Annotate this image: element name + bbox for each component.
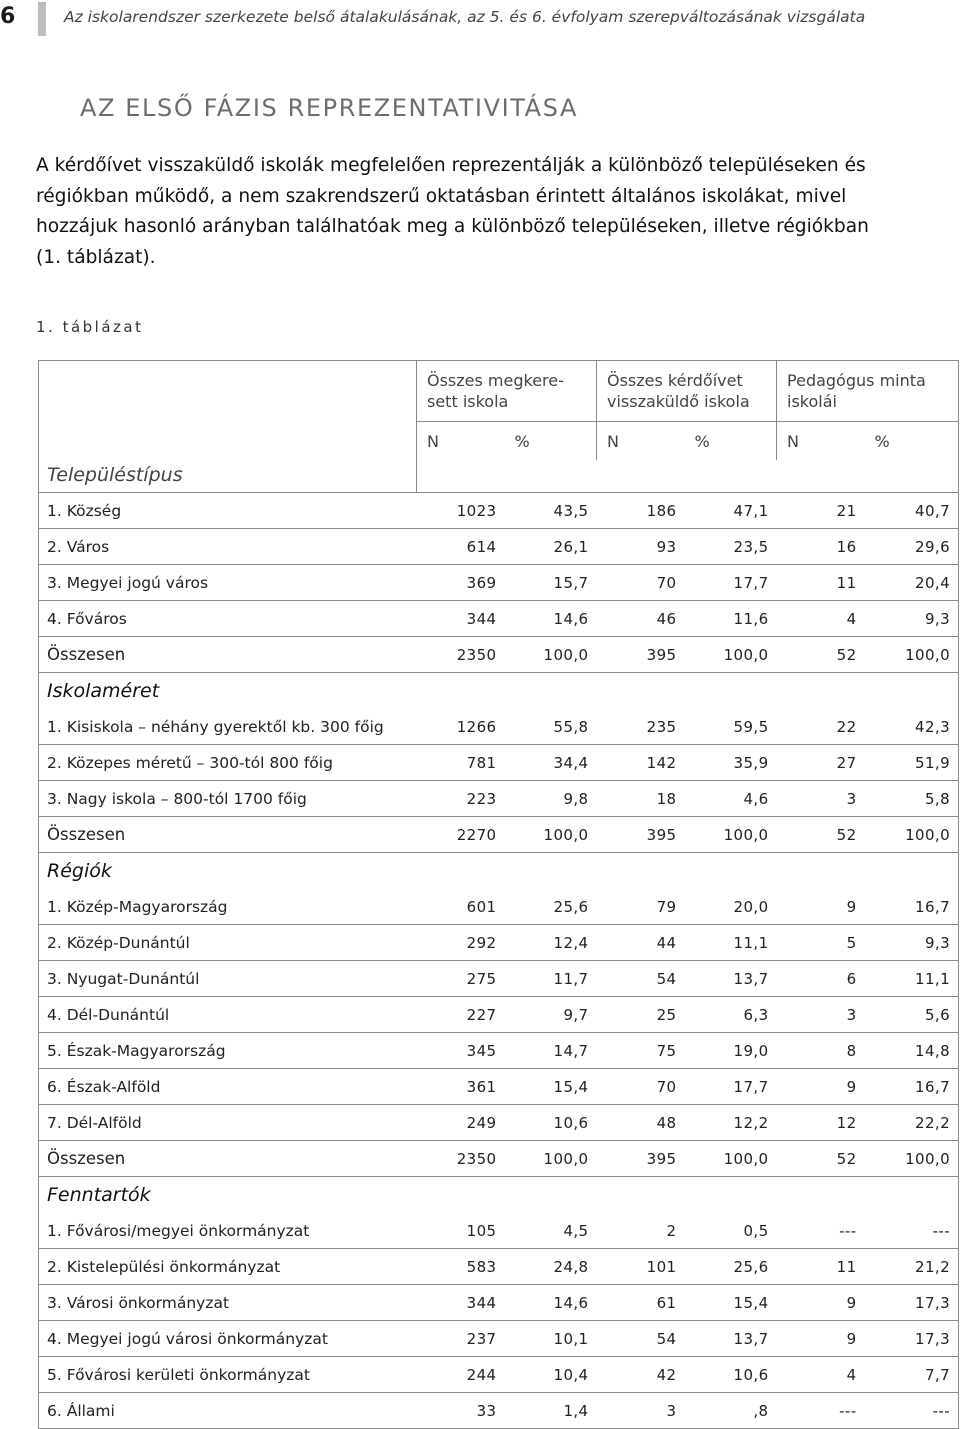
cell-value: 10,1	[505, 1321, 597, 1357]
cell-value: 0,5	[685, 1213, 777, 1249]
row-label: 6. Észak-Alföld	[39, 1069, 417, 1105]
cell-value: 100,0	[505, 817, 597, 853]
cell-value: 186	[597, 493, 685, 529]
cell-value: 44	[597, 925, 685, 961]
cell-value: 33	[417, 1393, 505, 1429]
cell-value: 9,7	[505, 997, 597, 1033]
page-number: 6	[0, 4, 16, 29]
cell-value: 29,6	[865, 529, 959, 565]
table-row	[39, 1033, 959, 1069]
table-header-row	[39, 361, 959, 422]
row-label: 2. Közepes méretű – 300-tól 800 főig	[39, 745, 417, 781]
column-subheader: %	[865, 422, 959, 461]
cell-value: 8	[777, 1033, 865, 1069]
category-heading: Régiók	[39, 853, 959, 890]
cell-value: 17,7	[685, 565, 777, 601]
column-subheader: N	[417, 422, 505, 461]
cell-value: 237	[417, 1321, 505, 1357]
cell-value: 275	[417, 961, 505, 997]
cell-value: 3	[777, 781, 865, 817]
header-divider-bar	[38, 2, 46, 36]
cell-value: 9	[777, 889, 865, 925]
cell-value: 100,0	[865, 637, 959, 673]
paragraph-line: A kérdőívet visszaküldő iskolák megfelelően reprezentálják a különböző településeken és	[36, 155, 866, 176]
table-row	[39, 925, 959, 961]
table-row	[39, 1069, 959, 1105]
cell-value: 13,7	[685, 1321, 777, 1357]
row-label: 3. Városi önkormányzat	[39, 1285, 417, 1321]
group-header-line: iskolái	[787, 392, 837, 411]
table-caption: 1. táblázat	[36, 318, 144, 336]
table-row	[39, 1357, 959, 1393]
cell-value: 9	[777, 1069, 865, 1105]
cell-value: 16,7	[865, 889, 959, 925]
category-heading: Iskolaméret	[39, 673, 959, 710]
table-row	[39, 1321, 959, 1357]
cell-value: 235	[597, 709, 685, 745]
body-paragraph	[36, 151, 960, 273]
cell-value: 47,1	[685, 493, 777, 529]
row-label: 5. Fővárosi kerületi önkormányzat	[39, 1357, 417, 1393]
paragraph-line: hozzájuk hasonló arányban találhatóak meg a különböző településeken, illetve régiókban	[36, 216, 869, 237]
cell-value: 100,0	[685, 817, 777, 853]
table-row	[39, 601, 959, 637]
section-title: AZ ELSŐ FÁZIS REPREZENTATIVITÁSA	[80, 94, 578, 122]
table-row	[39, 997, 959, 1033]
cell-value: 100,0	[505, 637, 597, 673]
row-label: 2. Kistelepülési önkormányzat	[39, 1249, 417, 1285]
row-label: 2. Város	[39, 529, 417, 565]
cell-value: 14,7	[505, 1033, 597, 1069]
cell-value: 42	[597, 1357, 685, 1393]
row-label: Összesen	[39, 637, 417, 673]
cell-value: 2270	[417, 817, 505, 853]
cell-value: 51,9	[865, 745, 959, 781]
cell-value: 227	[417, 997, 505, 1033]
row-label: 4. Megyei jogú városi önkormányzat	[39, 1321, 417, 1357]
table-row	[39, 1249, 959, 1285]
table-row	[39, 889, 959, 925]
paragraph-line: (1. táblázat).	[36, 246, 156, 268]
row-label: 2. Közép-Dunántúl	[39, 925, 417, 961]
table-header-blank	[39, 361, 417, 493]
cell-value: 9	[777, 1285, 865, 1321]
cell-value: ---	[777, 1213, 865, 1249]
cell-value: 35,9	[685, 745, 777, 781]
cell-value: ,8	[685, 1393, 777, 1429]
cell-value: 249	[417, 1105, 505, 1141]
cell-value: 4,6	[685, 781, 777, 817]
cell-value: 22	[777, 709, 865, 745]
cell-value: 345	[417, 1033, 505, 1069]
table-row	[39, 1141, 959, 1177]
row-label: 1. Község	[39, 493, 417, 529]
cell-value: ---	[865, 1213, 959, 1249]
cell-value: ---	[777, 1393, 865, 1429]
row-label: 5. Észak-Magyarország	[39, 1033, 417, 1069]
cell-value: 15,7	[505, 565, 597, 601]
category-row	[39, 1177, 959, 1214]
table-row	[39, 709, 959, 745]
row-label: Összesen	[39, 817, 417, 853]
cell-value: 142	[597, 745, 685, 781]
cell-value: 5,6	[865, 997, 959, 1033]
row-label: 1. Közép-Magyarország	[39, 889, 417, 925]
cell-value: 12	[777, 1105, 865, 1141]
cell-value: 52	[777, 1141, 865, 1177]
cell-value: 54	[597, 961, 685, 997]
cell-value: 2	[597, 1213, 685, 1249]
cell-value: 4,5	[505, 1213, 597, 1249]
cell-value: 292	[417, 925, 505, 961]
cell-value: 93	[597, 529, 685, 565]
cell-value: 2350	[417, 637, 505, 673]
cell-value: 9,3	[865, 925, 959, 961]
group-header-line: Összes kérdőívet	[607, 371, 743, 390]
table-row	[39, 1105, 959, 1141]
cell-value: 48	[597, 1105, 685, 1141]
cell-value: 21,2	[865, 1249, 959, 1285]
cell-value: 10,6	[685, 1357, 777, 1393]
table-row	[39, 781, 959, 817]
row-label: 7. Dél-Alföld	[39, 1105, 417, 1141]
row-label: 3. Nyugat-Dunántúl	[39, 961, 417, 997]
cell-value: 14,6	[505, 1285, 597, 1321]
cell-value: 614	[417, 529, 505, 565]
row-label: 6. Állami	[39, 1393, 417, 1429]
cell-value: 361	[417, 1069, 505, 1105]
column-subheader: N	[777, 422, 865, 461]
cell-value: 395	[597, 1141, 685, 1177]
cell-value: 20,4	[865, 565, 959, 601]
group-header-line: sett iskola	[427, 392, 509, 411]
cell-value: 59,5	[685, 709, 777, 745]
cell-value: 4	[777, 601, 865, 637]
cell-value: 22,2	[865, 1105, 959, 1141]
cell-value: 369	[417, 565, 505, 601]
cell-value: ---	[865, 1393, 959, 1429]
running-title: Az iskolarendszer szerkezete belső átalakulásának, az 5. és 6. évfolyam szerepváltozásának vizsgálata	[64, 8, 866, 26]
cell-value: 5	[777, 925, 865, 961]
cell-value: 9,8	[505, 781, 597, 817]
cell-value: 11	[777, 565, 865, 601]
cell-value: 1266	[417, 709, 505, 745]
cell-value: 101	[597, 1249, 685, 1285]
cell-value: 5,8	[865, 781, 959, 817]
cell-value: 4	[777, 1357, 865, 1393]
cell-value: 26,1	[505, 529, 597, 565]
cell-value: 14,8	[865, 1033, 959, 1069]
category-row	[39, 853, 959, 890]
group-header	[597, 361, 777, 422]
cell-value: 21	[777, 493, 865, 529]
cell-value: 395	[597, 637, 685, 673]
cell-value: 25,6	[685, 1249, 777, 1285]
row-label: 1. Kisiskola – néhány gyerektől kb. 300 főig	[39, 709, 417, 745]
cell-value: 54	[597, 1321, 685, 1357]
cell-value: 70	[597, 565, 685, 601]
cell-value: 100,0	[865, 817, 959, 853]
cell-value: 3	[777, 997, 865, 1033]
table-row	[39, 637, 959, 673]
cell-value: 17,3	[865, 1285, 959, 1321]
table-row	[39, 565, 959, 601]
cell-value: 9,3	[865, 601, 959, 637]
cell-value: 100,0	[685, 1141, 777, 1177]
group-header-line: Összes megkere-	[427, 371, 564, 390]
cell-value: 12,4	[505, 925, 597, 961]
cell-value: 23,5	[685, 529, 777, 565]
cell-value: 11,1	[865, 961, 959, 997]
row-label: 3. Nagy iskola – 800-tól 1700 főig	[39, 781, 417, 817]
category-heading: Településtípus	[47, 464, 183, 486]
cell-value: 14,6	[505, 601, 597, 637]
cell-value: 27	[777, 745, 865, 781]
cell-value: 25,6	[505, 889, 597, 925]
cell-value: 1023	[417, 493, 505, 529]
cell-value: 6,3	[685, 997, 777, 1033]
row-label: 4. Főváros	[39, 601, 417, 637]
cell-value: 10,6	[505, 1105, 597, 1141]
cell-value: 42,3	[865, 709, 959, 745]
cell-value: 601	[417, 889, 505, 925]
cell-value: 11,6	[685, 601, 777, 637]
cell-value: 17,3	[865, 1321, 959, 1357]
cell-value: 10,4	[505, 1357, 597, 1393]
cell-value: 18	[597, 781, 685, 817]
cell-value: 40,7	[865, 493, 959, 529]
cell-value: 52	[777, 637, 865, 673]
cell-value: 75	[597, 1033, 685, 1069]
cell-value: 12,2	[685, 1105, 777, 1141]
cell-value: 7,7	[865, 1357, 959, 1393]
data-table	[38, 360, 959, 1429]
cell-value: 100,0	[685, 637, 777, 673]
table-row	[39, 961, 959, 997]
cell-value: 24,8	[505, 1249, 597, 1285]
cell-value: 781	[417, 745, 505, 781]
column-subheader: %	[514, 431, 530, 451]
table-row	[39, 493, 959, 529]
cell-value: 55,8	[505, 709, 597, 745]
cell-value: 13,7	[685, 961, 777, 997]
cell-value: 223	[417, 781, 505, 817]
row-label: 3. Megyei jogú város	[39, 565, 417, 601]
row-label: 1. Fővárosi/megyei önkormányzat	[39, 1213, 417, 1249]
table-row	[39, 1213, 959, 1249]
cell-value: 1,4	[505, 1393, 597, 1429]
cell-value: 6	[777, 961, 865, 997]
header-spacer-cell	[417, 460, 959, 493]
group-header	[417, 361, 597, 422]
column-subheader: N	[597, 422, 685, 461]
table-row	[39, 817, 959, 853]
table-row	[39, 529, 959, 565]
cell-value: 16	[777, 529, 865, 565]
table-row	[39, 1285, 959, 1321]
cell-value: 105	[417, 1213, 505, 1249]
cell-value: 395	[597, 817, 685, 853]
cell-value: 100,0	[865, 1141, 959, 1177]
cell-value: 70	[597, 1069, 685, 1105]
cell-value: 11	[777, 1249, 865, 1285]
cell-value: 16,7	[865, 1069, 959, 1105]
cell-value: 11,1	[685, 925, 777, 961]
cell-value: 46	[597, 601, 685, 637]
group-header	[777, 361, 959, 422]
cell-value: 9	[777, 1321, 865, 1357]
cell-value: 344	[417, 1285, 505, 1321]
cell-value: 19,0	[685, 1033, 777, 1069]
group-header-line: visszaküldő iskola	[607, 392, 750, 411]
group-header-line: Pedagógus minta	[787, 371, 926, 390]
cell-value: 2350	[417, 1141, 505, 1177]
table-row	[39, 745, 959, 781]
category-heading: Fenntartók	[39, 1177, 959, 1214]
column-subheader: %	[694, 431, 710, 451]
cell-value: 15,4	[685, 1285, 777, 1321]
cell-value: 34,4	[505, 745, 597, 781]
cell-value: 583	[417, 1249, 505, 1285]
row-label: 4. Dél-Dunántúl	[39, 997, 417, 1033]
table-row	[39, 1393, 959, 1429]
cell-value: 100,0	[505, 1141, 597, 1177]
category-row	[39, 673, 959, 710]
cell-value: 3	[597, 1393, 685, 1429]
cell-value: 344	[417, 601, 505, 637]
paragraph-line: régiókban működő, a nem szakrendszerű oktatásban érintett általános iskolákat, mivel	[36, 185, 847, 207]
cell-value: 15,4	[505, 1069, 597, 1105]
cell-value: 25	[597, 997, 685, 1033]
cell-value: 17,7	[685, 1069, 777, 1105]
cell-value: 11,7	[505, 961, 597, 997]
cell-value: 43,5	[505, 493, 597, 529]
cell-value: 244	[417, 1357, 505, 1393]
cell-value: 52	[777, 817, 865, 853]
row-label: Összesen	[39, 1141, 417, 1177]
cell-value: 20,0	[685, 889, 777, 925]
cell-value: 79	[597, 889, 685, 925]
cell-value: 61	[597, 1285, 685, 1321]
